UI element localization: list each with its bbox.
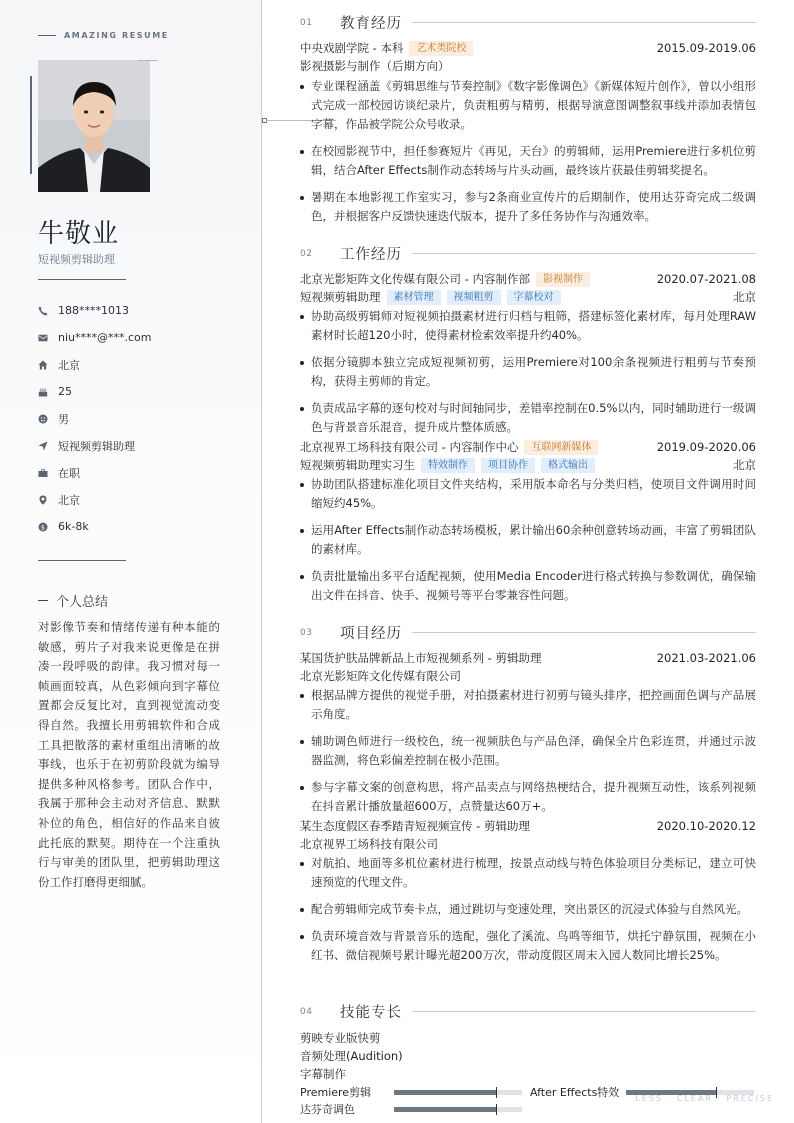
skill-tag: 项目协作 — [481, 458, 535, 473]
section-title: 项目经历 — [340, 626, 402, 642]
email-text: niu****@***.com — [58, 331, 152, 344]
section-title: 工作经历 — [340, 247, 402, 263]
skill-bar-fill — [394, 1107, 496, 1112]
project-name: 某生态度假区春季踏青短视频宣传 - 剪辑助理 — [300, 819, 530, 833]
info-home — [38, 351, 152, 378]
project-org-line — [300, 668, 756, 684]
cake-icon — [38, 387, 58, 397]
gender-text: 男 — [58, 412, 69, 426]
info-target — [38, 432, 152, 459]
list-item: 根据品牌方提供的视觉手册，对拍摄素材进行初剪与镜头排序，把控画面色调与产品展示角度。 — [300, 686, 756, 724]
skill-item: 字幕制作 — [300, 1067, 346, 1081]
job-entry — [300, 271, 756, 287]
section-title: 教育经历 — [340, 16, 402, 32]
industry-tag: 影视制作 — [536, 272, 590, 287]
info-salary — [38, 513, 152, 540]
summary-heading — [38, 591, 108, 610]
skill-item: 音频处理(Audition) — [300, 1049, 403, 1063]
section-skills-header — [300, 1001, 756, 1022]
home-icon — [38, 360, 58, 370]
company-name: 北京光影矩阵文化传媒有限公司 - 内容制作部 — [300, 272, 530, 286]
skill-item: 剪映专业版快剪 — [300, 1031, 381, 1045]
project-name: 某国货护肤品牌新品上市短视频系列 - 剪辑助理 — [300, 651, 542, 665]
list-item: 在校园影视节中，担任参赛短片《再见，天台》的剪辑师，运用Premiere进行多机位剪辑，结合After Effects制作动态转场与片头动画，最终该片获最佳剪辑奖提名。 — [300, 142, 756, 180]
job-bullets — [300, 307, 756, 445]
info-age — [38, 378, 152, 405]
avatar — [38, 60, 150, 192]
info-email — [38, 324, 152, 351]
send-icon — [38, 441, 58, 451]
list-item: 依据分镜脚本独立完成短视频初剪，运用Premiere对100余条视频进行粗剪与节奏预构，获得主剪师的肯定。 — [300, 353, 756, 391]
project-entry — [300, 650, 756, 666]
job-role: 短视频剪辑助理 — [300, 290, 381, 304]
briefcase-icon — [38, 468, 58, 478]
skill-bar-fill — [394, 1090, 496, 1095]
gender-icon — [38, 414, 58, 424]
info-phone — [38, 297, 152, 324]
project-org: 北京光影矩阵文化传媒有限公司 — [300, 669, 461, 683]
candidate-name: 牛敬业 — [38, 219, 120, 249]
skill-tag: 特效制作 — [421, 458, 475, 473]
contact-info — [38, 297, 152, 540]
list-item: 辅助调色师进行一级校色，统一视频肤色与产品色泽，确保全片色彩连贯，并通过示波器监测，将色彩偏差控制在极小范围。 — [300, 732, 756, 770]
hometown-text: 北京 — [58, 358, 80, 372]
skill-bar-tick — [496, 1087, 497, 1098]
project-org-line — [300, 836, 756, 852]
skill-bar-tick — [496, 1104, 497, 1115]
section-title: 技能专长 — [340, 1005, 402, 1021]
photo-accent-line — [30, 76, 32, 174]
list-item: 协助团队搭建标准化项目文件夹结构，采用版本命名与分类归档，使项目文件调用时间缩短约45%。 — [300, 475, 756, 513]
info-status — [38, 459, 152, 486]
divider — [38, 560, 126, 561]
divider — [38, 279, 126, 280]
section-projects-header — [300, 622, 756, 643]
list-item: 对航拍、地面等多机位素材进行梳理，按景点动线与特色体验项目分类标记，建立可快速预览的代理文件。 — [300, 854, 756, 892]
job-date: 2019.09-2020.06 — [656, 440, 756, 454]
skill-bar-row — [300, 1101, 522, 1117]
list-item: 专业课程涵盖《剪辑思维与节奏控制》《数字影像调色》《新媒体短片创作》，曾以小组形式完成一部校园访谈纪录片，负责粗剪与精剪，根据导演意图调整叙事线并添加表情包字幕，作品被学院公众号收录。 — [300, 77, 756, 135]
info-gender — [38, 405, 152, 432]
job-entry — [300, 439, 756, 455]
list-item: 协助高级剪辑师对短视频拍摄素材进行归档与粗筛，搭建标签化素材库，每月处理RAW素材时长超120小时，使得素材检索效率提升约40%。 — [300, 307, 756, 345]
education-major-line — [300, 58, 756, 74]
list-item: 负责成品字幕的逐句校对与时间轴同步，差错率控制在0.5%以内，同时辅助进行一级调色与背景音乐混音，提升成片整体质感。 — [300, 399, 756, 437]
brand — [38, 31, 169, 40]
project-bullets — [300, 686, 756, 824]
skill-bar — [394, 1090, 522, 1095]
target-role-text: 短视频剪辑助理 — [58, 439, 135, 453]
skill-bar-label: Premiere剪辑 — [300, 1086, 372, 1099]
brand-text: AMAZING RESUME — [64, 31, 169, 40]
location-text: 北京 — [58, 493, 80, 507]
job-city: 北京 — [733, 290, 756, 304]
job-city: 北京 — [733, 458, 756, 472]
candidate-title: 短视频剪辑助理 — [38, 253, 115, 266]
age-text: 25 — [58, 385, 72, 398]
location-icon — [38, 495, 58, 505]
skill-bar-label: After Effects特效 — [530, 1086, 620, 1099]
summary-title: 个人总结 — [56, 595, 109, 610]
status-text: 在职 — [58, 466, 80, 480]
project-entry — [300, 818, 756, 834]
skill-tag: 格式输出 — [541, 458, 595, 473]
skill-bar-label: 达芬奇调色 — [300, 1103, 355, 1116]
phone-icon — [38, 306, 58, 316]
watermark: LESS · CLEAR · PRECISE — [635, 1094, 774, 1103]
sidebar — [0, 0, 262, 1123]
job-role: 短视频剪辑助理实习生 — [300, 458, 415, 472]
list-item: 暑期在本地影视工作室实习，参与2条商业宣传片的后期制作，使用达芬奇完成二级调色，并根据客户反馈快速迭代版本，提升了多任务协作与沟通效率。 — [300, 188, 756, 226]
skill-bar — [394, 1107, 522, 1112]
industry-tag: 互联网新媒体 — [524, 440, 598, 455]
section-number: 04 — [300, 1006, 313, 1017]
project-org: 北京视界工场科技有限公司 — [300, 837, 438, 851]
education-entry — [300, 40, 756, 56]
section-work-header — [300, 243, 756, 264]
education-major: 影视摄影与制作（后期方向） — [300, 59, 450, 73]
section-number: 03 — [300, 627, 313, 638]
section-rule — [412, 632, 756, 633]
brand-line — [38, 35, 56, 36]
section-rule — [412, 253, 756, 254]
info-location — [38, 486, 152, 513]
education-bullets — [300, 77, 756, 234]
summary-text: 对影像节奏和情绪传递有种本能的敏感，剪片子对我来说更像是在拼凑一段呼吸的韵律。我习惯对每一帧画面较真，从色彩倾向到字幕位置都会反复比对，直到视觉流动变得自然。我擅长用剪辑软件和合成工具把散落的素材重组出清晰的故事线，也乐于在初剪阶段就为编导提供多种风格参考。团队合作中，我属于那种会主动对齐信息、默默补位的角色，相信好的作品来自彼此托底的默契。期待在一个注重执行与审美的团队里，把剪辑助理这份工作打磨得更细腻。 — [38, 620, 220, 889]
section-rule — [412, 22, 756, 23]
skill-tag: 素材管理 — [387, 290, 441, 305]
project-date: 2021.03-2021.06 — [656, 651, 756, 665]
section-number: 02 — [300, 248, 313, 259]
skill-tag: 字幕校对 — [507, 290, 561, 305]
skill-tag: 视频粗剪 — [447, 290, 501, 305]
job-role-line — [300, 289, 756, 305]
list-item: 参与字幕文案的创意构思，将产品卖点与网络热梗结合，提升视频互动性，该系列视频在抖音累计播放量超600万，点赞量达60万+。 — [300, 778, 756, 816]
photo-corner-line — [138, 60, 158, 61]
project-date: 2020.10-2020.12 — [656, 819, 756, 833]
list-item: 负责批量输出多平台适配视频，使用Media Encoder进行格式转换与参数调优，确保输出文件在抖音、快手、视频号等平台零兼容性问题。 — [300, 567, 756, 605]
school-name: 中央戏剧学院 - 本科 — [300, 41, 404, 55]
section-rule — [412, 1011, 756, 1012]
education-date: 2015.09-2019.06 — [656, 41, 756, 55]
salary-icon — [38, 522, 58, 532]
photo-frame — [38, 60, 150, 192]
job-date: 2020.07-2021.08 — [656, 272, 756, 286]
section-education-header — [300, 12, 756, 33]
project-bullets — [300, 854, 756, 973]
job-role-line — [300, 457, 756, 473]
summary-dash — [38, 600, 48, 601]
mail-icon — [38, 333, 58, 343]
job-bullets — [300, 475, 756, 613]
company-name: 北京视界工场科技有限公司 - 内容制作中心 — [300, 440, 519, 454]
svg-text:$: $ — [40, 522, 46, 531]
school-tag: 艺术类院校 — [409, 41, 473, 56]
salary-text: 6k-8k — [58, 520, 89, 533]
list-item: 运用After Effects制作动态转场模板，累计输出60余种创意转场动画，丰富了剪辑团队的素材库。 — [300, 521, 756, 559]
phone-text: 188****1013 — [58, 304, 129, 317]
list-item: 配合剪辑师完成节奏卡点，通过跳切与变速处理，突出景区的沉浸式体验与自然风光。 — [300, 900, 756, 919]
list-item: 负责环境音效与背景音乐的选配，强化了溪流、鸟鸣等细节，烘托宁静氛围，视频在小红书、微信视频号累计曝光超200万次，带动度假区周末入园人数同比增长25%。 — [300, 927, 756, 965]
section-number: 01 — [300, 17, 313, 28]
